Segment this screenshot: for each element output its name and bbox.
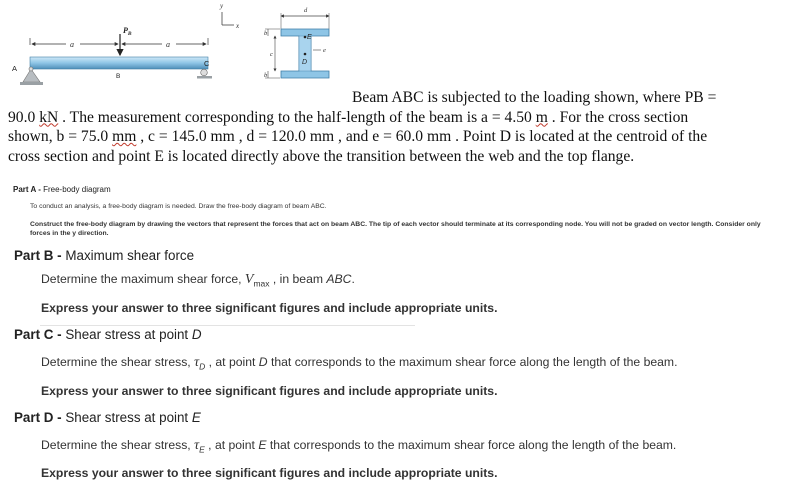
beam-figure [0,0,788,92]
part-a-instructions: Construct the free-body diagram by drawing the vectors that represent the forces that act on beam ABC. The tip of each vector should terminate at its corresponding node. You will not be graded on vector length. Consider only forces in the y direction. [30,221,761,238]
dim-d: d [304,7,308,14]
problem-line-1: Beam ABC is subjected to the loading shown, where PB = [352,89,717,106]
part-b-instructions: Express your answer to three significant figures and include appropriate units. [41,301,498,315]
problem-line-4: cross section and point E is located directly above the transition between the web and the top flange. [8,147,635,165]
part-b-question: Determine the maximum shear force, $V_{max}$ , in beam ABC. [41,272,355,289]
beam [30,57,208,69]
label-b: B [116,73,121,80]
dim-b-bottom: b [264,72,268,79]
part-d-question: Determine the shear stress, $\tau_E$ , at point E that corresponds to the maximum shear force along the length of the beam. [41,438,677,455]
i-beam-cross-section [281,29,329,78]
part-d-title: Part D - Shear stress at point E [14,410,201,425]
axis-y-label: y [220,2,224,10]
problem-line-3: shown, b = 75.0 mm , c = 145.0 mm , d = 120.0 mm , and e = 60.0 mm . Point D is located at the centroid of the [8,128,708,146]
part-c-instructions: Express your answer to three significant figures and include appropriate units. [41,384,498,398]
label-d: D [302,59,308,66]
dim-a-right: a [166,40,170,49]
load-label: $P_B$ [123,26,132,37]
section-dimensions [264,7,329,79]
coordinate-axes [219,2,240,30]
part-d-instructions: Express your answer to three significant figures and include appropriate units. [41,466,498,480]
dim-b-top: b [264,30,268,37]
label-c: C [204,59,210,68]
part-a-description: To conduct an analysis, a free-body diagram is needed. Draw the free-body diagram of beam ABC. [30,203,327,210]
label-a: A [12,64,18,73]
part-c-question: Determine the shear stress, $\tau_D$ , at point D that corresponds to the maximum shear force along the length of the beam. [41,355,678,372]
label-e: E [307,34,312,41]
divider [40,325,415,326]
dim-e: e [323,47,326,54]
axis-x-label: x [236,22,240,30]
problem-line-2: 90.0 kN . The measurement corresponding to the half-length of the beam is a = 4.50 m . For the cross section [8,108,689,126]
part-b-title: Part B - Maximum shear force [14,248,195,263]
part-a-title: Part A - Free-body diagram [13,185,111,194]
problem-statement [8,88,783,166]
part-c-title: Part C - Shear stress at point D [14,327,202,342]
load-arrow [120,26,132,55]
dim-a-left: a [70,40,74,49]
span-dimension [30,38,208,49]
dim-c: c [270,51,273,58]
